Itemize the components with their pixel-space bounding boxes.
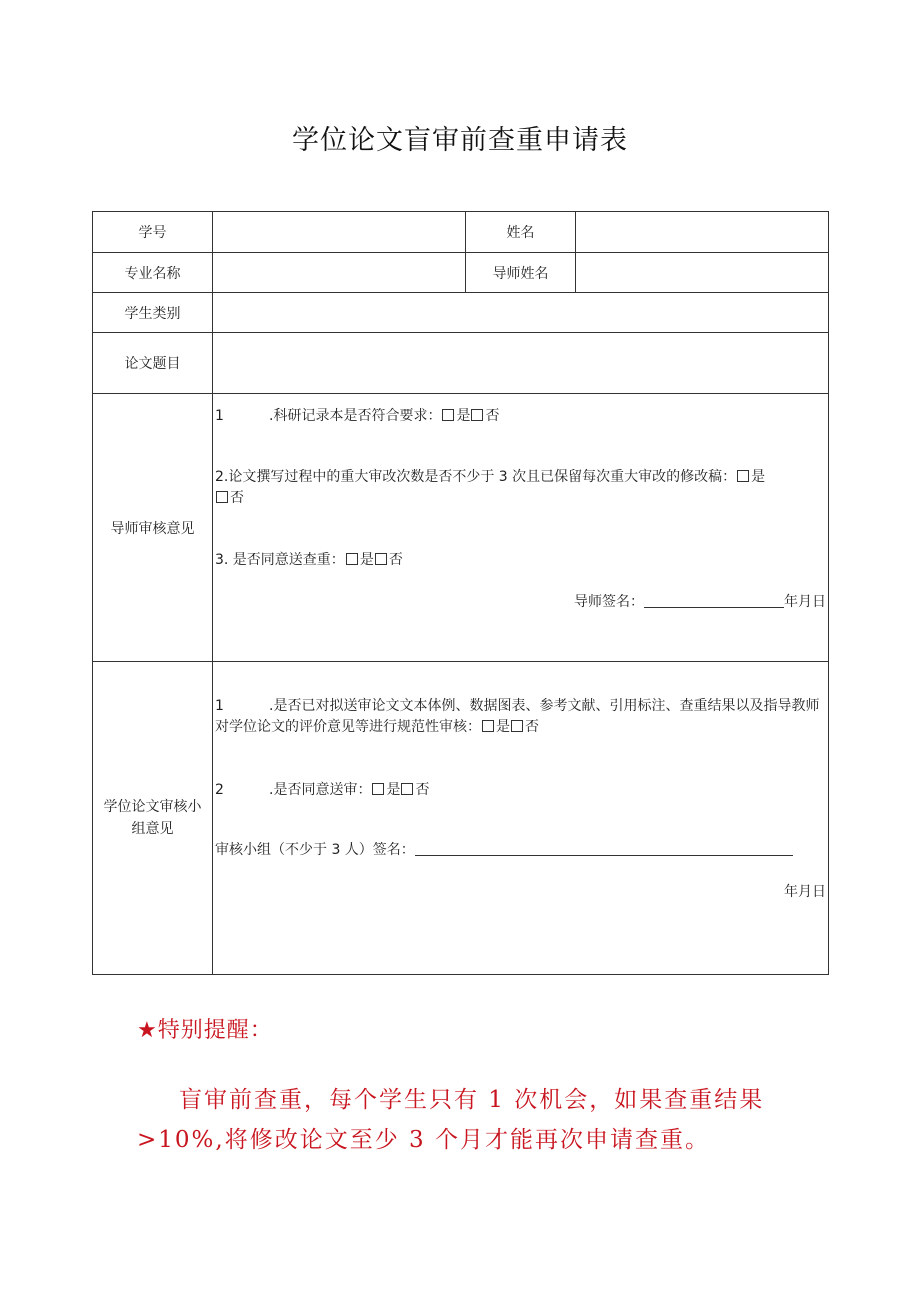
committee-item-1: 1 .是否已对拟送审论文文本体例、数据图表、参考文献、引用标注、查重结果以及指导教师对学位论文的评价意见等进行规范性审核： 是 否 (215, 698, 820, 735)
checkbox-icon[interactable] (346, 553, 358, 565)
advisor-name-label: 导师姓名 (466, 253, 576, 293)
reminder-body (137, 1080, 777, 1160)
checkbox-icon[interactable] (372, 783, 384, 795)
advisor-item-3: 3. 是否同意送查重： 是 否 (215, 552, 403, 568)
checkbox-icon[interactable] (401, 783, 413, 795)
reminder-line-1: 盲审前查重，每个学生只有 1 次机会，如果查重结果 (179, 1087, 765, 1113)
advisor-name-field[interactable] (576, 253, 829, 293)
application-form-table (92, 211, 829, 975)
major-field[interactable] (213, 253, 466, 293)
committee-review-label: 学位论文审核小组意见 (93, 662, 213, 975)
thesis-title-label: 论文题目 (93, 333, 213, 394)
committee-signature-line: 审核小组（不少于 3 人）签名： (215, 840, 824, 861)
page-title: 学位论文盲审前查重申请表 (292, 125, 628, 156)
checkbox-icon[interactable] (442, 409, 454, 421)
advisor-signature-field[interactable] (644, 593, 784, 608)
checkbox-icon[interactable] (216, 491, 228, 503)
reminder-title: ★特别提醒： (137, 1018, 273, 1043)
committee-item-2: 2 .是否同意送审： 是 否 (215, 782, 430, 798)
checkbox-icon[interactable] (482, 720, 494, 732)
student-id-label: 学号 (93, 212, 213, 253)
advisor-item-1: 1 .科研记录本是否符合要求： 是 否 (215, 408, 500, 424)
student-id-field[interactable] (213, 212, 466, 253)
thesis-title-field[interactable] (213, 333, 829, 394)
name-label: 姓名 (466, 212, 576, 253)
advisor-signature-line: 导师签名： 年月日 (574, 594, 826, 610)
student-type-label: 学生类别 (93, 293, 213, 333)
advisor-item-2: 2.论文撰写过程中的重大审改次数是否不少于 3 次且已保留每次重大审改的修改稿： 是 否 (215, 469, 766, 506)
student-type-field[interactable] (213, 293, 829, 333)
reminder-line-2: >10%,将修改论文至少 3 个月才能再次申请查重。 (137, 1127, 710, 1153)
committee-signature-field[interactable] (415, 841, 793, 856)
committee-review-block (213, 662, 829, 975)
checkbox-icon[interactable] (471, 409, 483, 421)
committee-date: 年月日 (784, 884, 826, 900)
advisor-review-block (213, 394, 829, 662)
checkbox-icon[interactable] (375, 553, 387, 565)
name-field[interactable] (576, 212, 829, 253)
major-label: 专业名称 (93, 253, 213, 293)
checkbox-icon[interactable] (511, 720, 523, 732)
advisor-review-label: 导师审核意见 (93, 394, 213, 662)
checkbox-icon[interactable] (737, 470, 749, 482)
